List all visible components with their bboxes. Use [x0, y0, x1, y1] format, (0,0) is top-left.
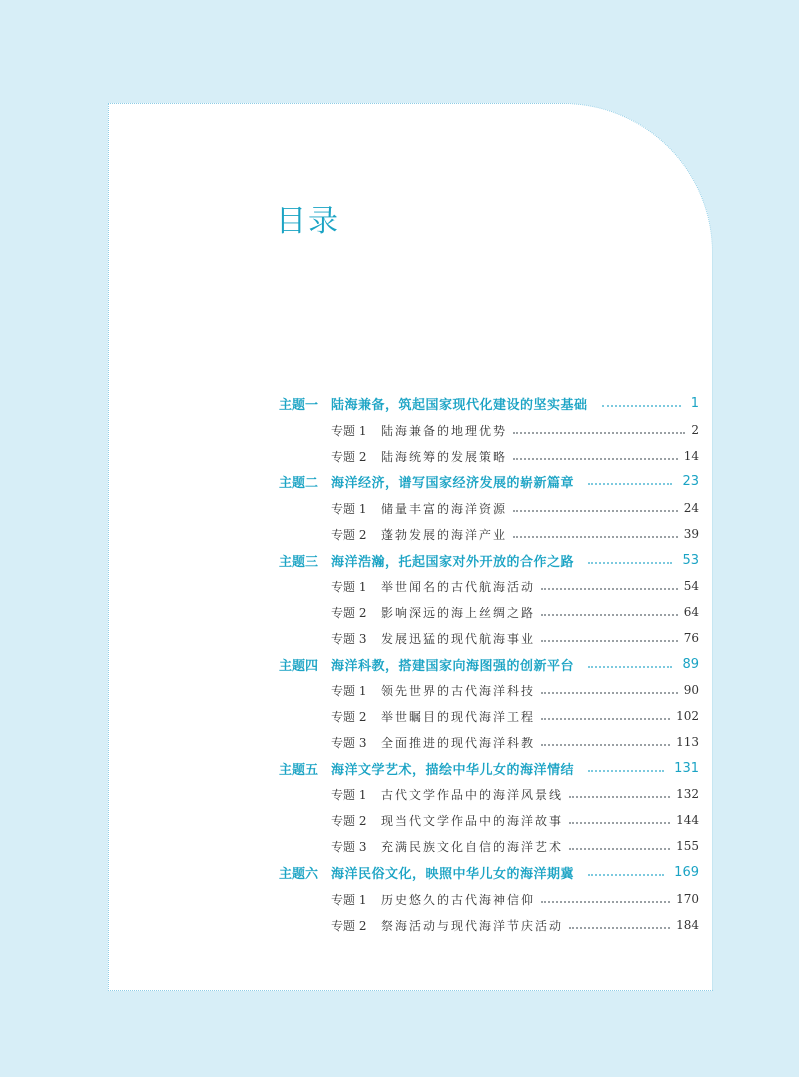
toc-topic-4-3[interactable]	[331, 732, 699, 752]
topic-title: 举世瞩目的现代海洋工程	[381, 709, 536, 724]
toc-theme-4[interactable]	[279, 654, 699, 674]
topic-number: 专题 2	[331, 449, 367, 464]
toc-topic-5-1[interactable]	[331, 784, 699, 804]
dot-leader	[513, 458, 678, 460]
toc-topic-4-2[interactable]	[331, 706, 699, 726]
toc-topic-1-2[interactable]	[331, 446, 699, 466]
topic-title: 举世闻名的古代航海活动	[381, 579, 536, 594]
topic-number: 专题 1	[331, 892, 367, 907]
toc-topic-6-1[interactable]	[331, 889, 699, 909]
dot-leader	[569, 848, 670, 850]
theme-number: 主题三	[279, 554, 319, 570]
dot-leader	[569, 927, 670, 929]
toc-theme-1[interactable]	[279, 393, 699, 413]
toc-topic-2-1[interactable]	[331, 498, 699, 518]
dot-leader	[569, 796, 670, 798]
theme-title: 陆海兼备，筑起国家现代化建设的坚实基础	[331, 397, 588, 413]
dot-leader	[513, 536, 678, 538]
topic-number: 专题 2	[331, 918, 367, 933]
page-number: 1	[690, 395, 699, 411]
page-number: 144	[676, 813, 699, 827]
page-number: 184	[676, 918, 699, 932]
topic-number: 专题 3	[331, 839, 367, 854]
page-title: 目录	[276, 204, 340, 239]
dot-leader	[541, 744, 670, 746]
toc-topic-4-1[interactable]	[331, 680, 699, 700]
topic-number: 专题 1	[331, 579, 367, 594]
toc-theme-6[interactable]	[279, 862, 699, 882]
dot-leader	[513, 510, 678, 512]
toc-topic-5-3[interactable]	[331, 836, 699, 856]
topic-title: 陆海统筹的发展策略	[381, 449, 508, 464]
theme-number: 主题二	[279, 475, 319, 491]
theme-title: 海洋经济，谱写国家经济发展的崭新篇章	[331, 475, 575, 491]
page-number: 170	[676, 892, 699, 906]
topic-title: 影响深远的海上丝绸之路	[381, 605, 536, 620]
topic-title: 发展迅猛的现代航海事业	[381, 631, 536, 646]
topic-number: 专题 2	[331, 709, 367, 724]
topic-title: 现当代文学作品中的海洋故事	[381, 813, 564, 828]
dot-leader	[541, 588, 678, 590]
dot-leader	[602, 405, 681, 407]
toc-theme-3[interactable]	[279, 550, 699, 570]
toc-topic-6-2[interactable]	[331, 915, 699, 935]
topic-number: 专题 1	[331, 423, 367, 438]
topic-title: 储量丰富的海洋资源	[381, 501, 508, 516]
dot-leader	[541, 692, 678, 694]
page-number: 89	[682, 656, 699, 672]
dot-leader	[541, 640, 678, 642]
toc-topic-5-2[interactable]	[331, 810, 699, 830]
theme-number: 主题一	[279, 397, 319, 413]
topic-number: 专题 2	[331, 605, 367, 620]
topic-title: 充满民族文化自信的海洋艺术	[381, 839, 564, 854]
page-number: 54	[683, 579, 699, 593]
theme-title: 海洋科教，搭建国家向海图强的创新平台	[331, 658, 575, 674]
topic-number: 专题 2	[331, 527, 367, 542]
toc-topic-3-2[interactable]	[331, 602, 699, 622]
theme-number: 主题四	[279, 658, 319, 674]
page-number: 132	[676, 787, 699, 801]
page-number: 2	[691, 423, 699, 437]
topic-title: 古代文学作品中的海洋风景线	[381, 787, 564, 802]
dot-leader	[569, 822, 670, 824]
dot-leader	[513, 432, 685, 434]
topic-title: 祭海活动与现代海洋节庆活动	[381, 918, 564, 933]
page-number: 76	[683, 631, 699, 645]
topic-number: 专题 1	[331, 683, 367, 698]
topic-number: 专题 2	[331, 813, 367, 828]
page-number: 39	[683, 527, 699, 541]
page-card	[108, 103, 713, 991]
dot-leader	[588, 770, 664, 772]
dot-leader	[588, 874, 664, 876]
dot-leader	[541, 614, 678, 616]
page-number: 113	[676, 735, 699, 749]
toc-topic-3-1[interactable]	[331, 576, 699, 596]
topic-number: 专题 3	[331, 631, 367, 646]
theme-number: 主题五	[279, 762, 319, 778]
page-number: 169	[674, 864, 699, 880]
page-number: 90	[683, 683, 699, 697]
theme-title: 海洋民俗文化，映照中华儿女的海洋期冀	[331, 866, 575, 882]
topic-title: 历史悠久的古代海神信仰	[381, 892, 536, 907]
toc-topic-2-2[interactable]	[331, 524, 699, 544]
topic-number: 专题 1	[331, 501, 367, 516]
toc-theme-5[interactable]	[279, 758, 699, 778]
dot-leader	[541, 901, 670, 903]
page-number: 23	[682, 473, 699, 489]
page-number: 155	[676, 839, 699, 853]
dot-leader	[541, 718, 670, 720]
topic-title: 陆海兼备的地理优势	[381, 423, 508, 438]
theme-title: 海洋浩瀚，托起国家对外开放的合作之路	[331, 554, 575, 570]
toc-theme-2[interactable]	[279, 471, 699, 491]
topic-title: 蓬勃发展的海洋产业	[381, 527, 508, 542]
page-number: 53	[682, 552, 699, 568]
topic-number: 专题 3	[331, 735, 367, 750]
theme-number: 主题六	[279, 866, 319, 882]
topic-title: 领先世界的古代海洋科技	[381, 683, 536, 698]
page-number: 14	[683, 449, 699, 463]
dot-leader	[588, 562, 672, 564]
page-number: 24	[683, 501, 699, 515]
theme-title: 海洋文学艺术，描绘中华儿女的海洋情结	[331, 762, 575, 778]
dot-leader	[588, 483, 672, 485]
dot-leader	[588, 666, 672, 668]
toc-topic-3-3[interactable]	[331, 628, 699, 648]
topic-title: 全面推进的现代海洋科教	[381, 735, 536, 750]
toc-topic-1-1[interactable]	[331, 420, 699, 440]
topic-number: 专题 1	[331, 787, 367, 802]
page-number: 64	[683, 605, 699, 619]
page-number: 102	[676, 709, 699, 723]
page-number: 131	[674, 760, 699, 776]
